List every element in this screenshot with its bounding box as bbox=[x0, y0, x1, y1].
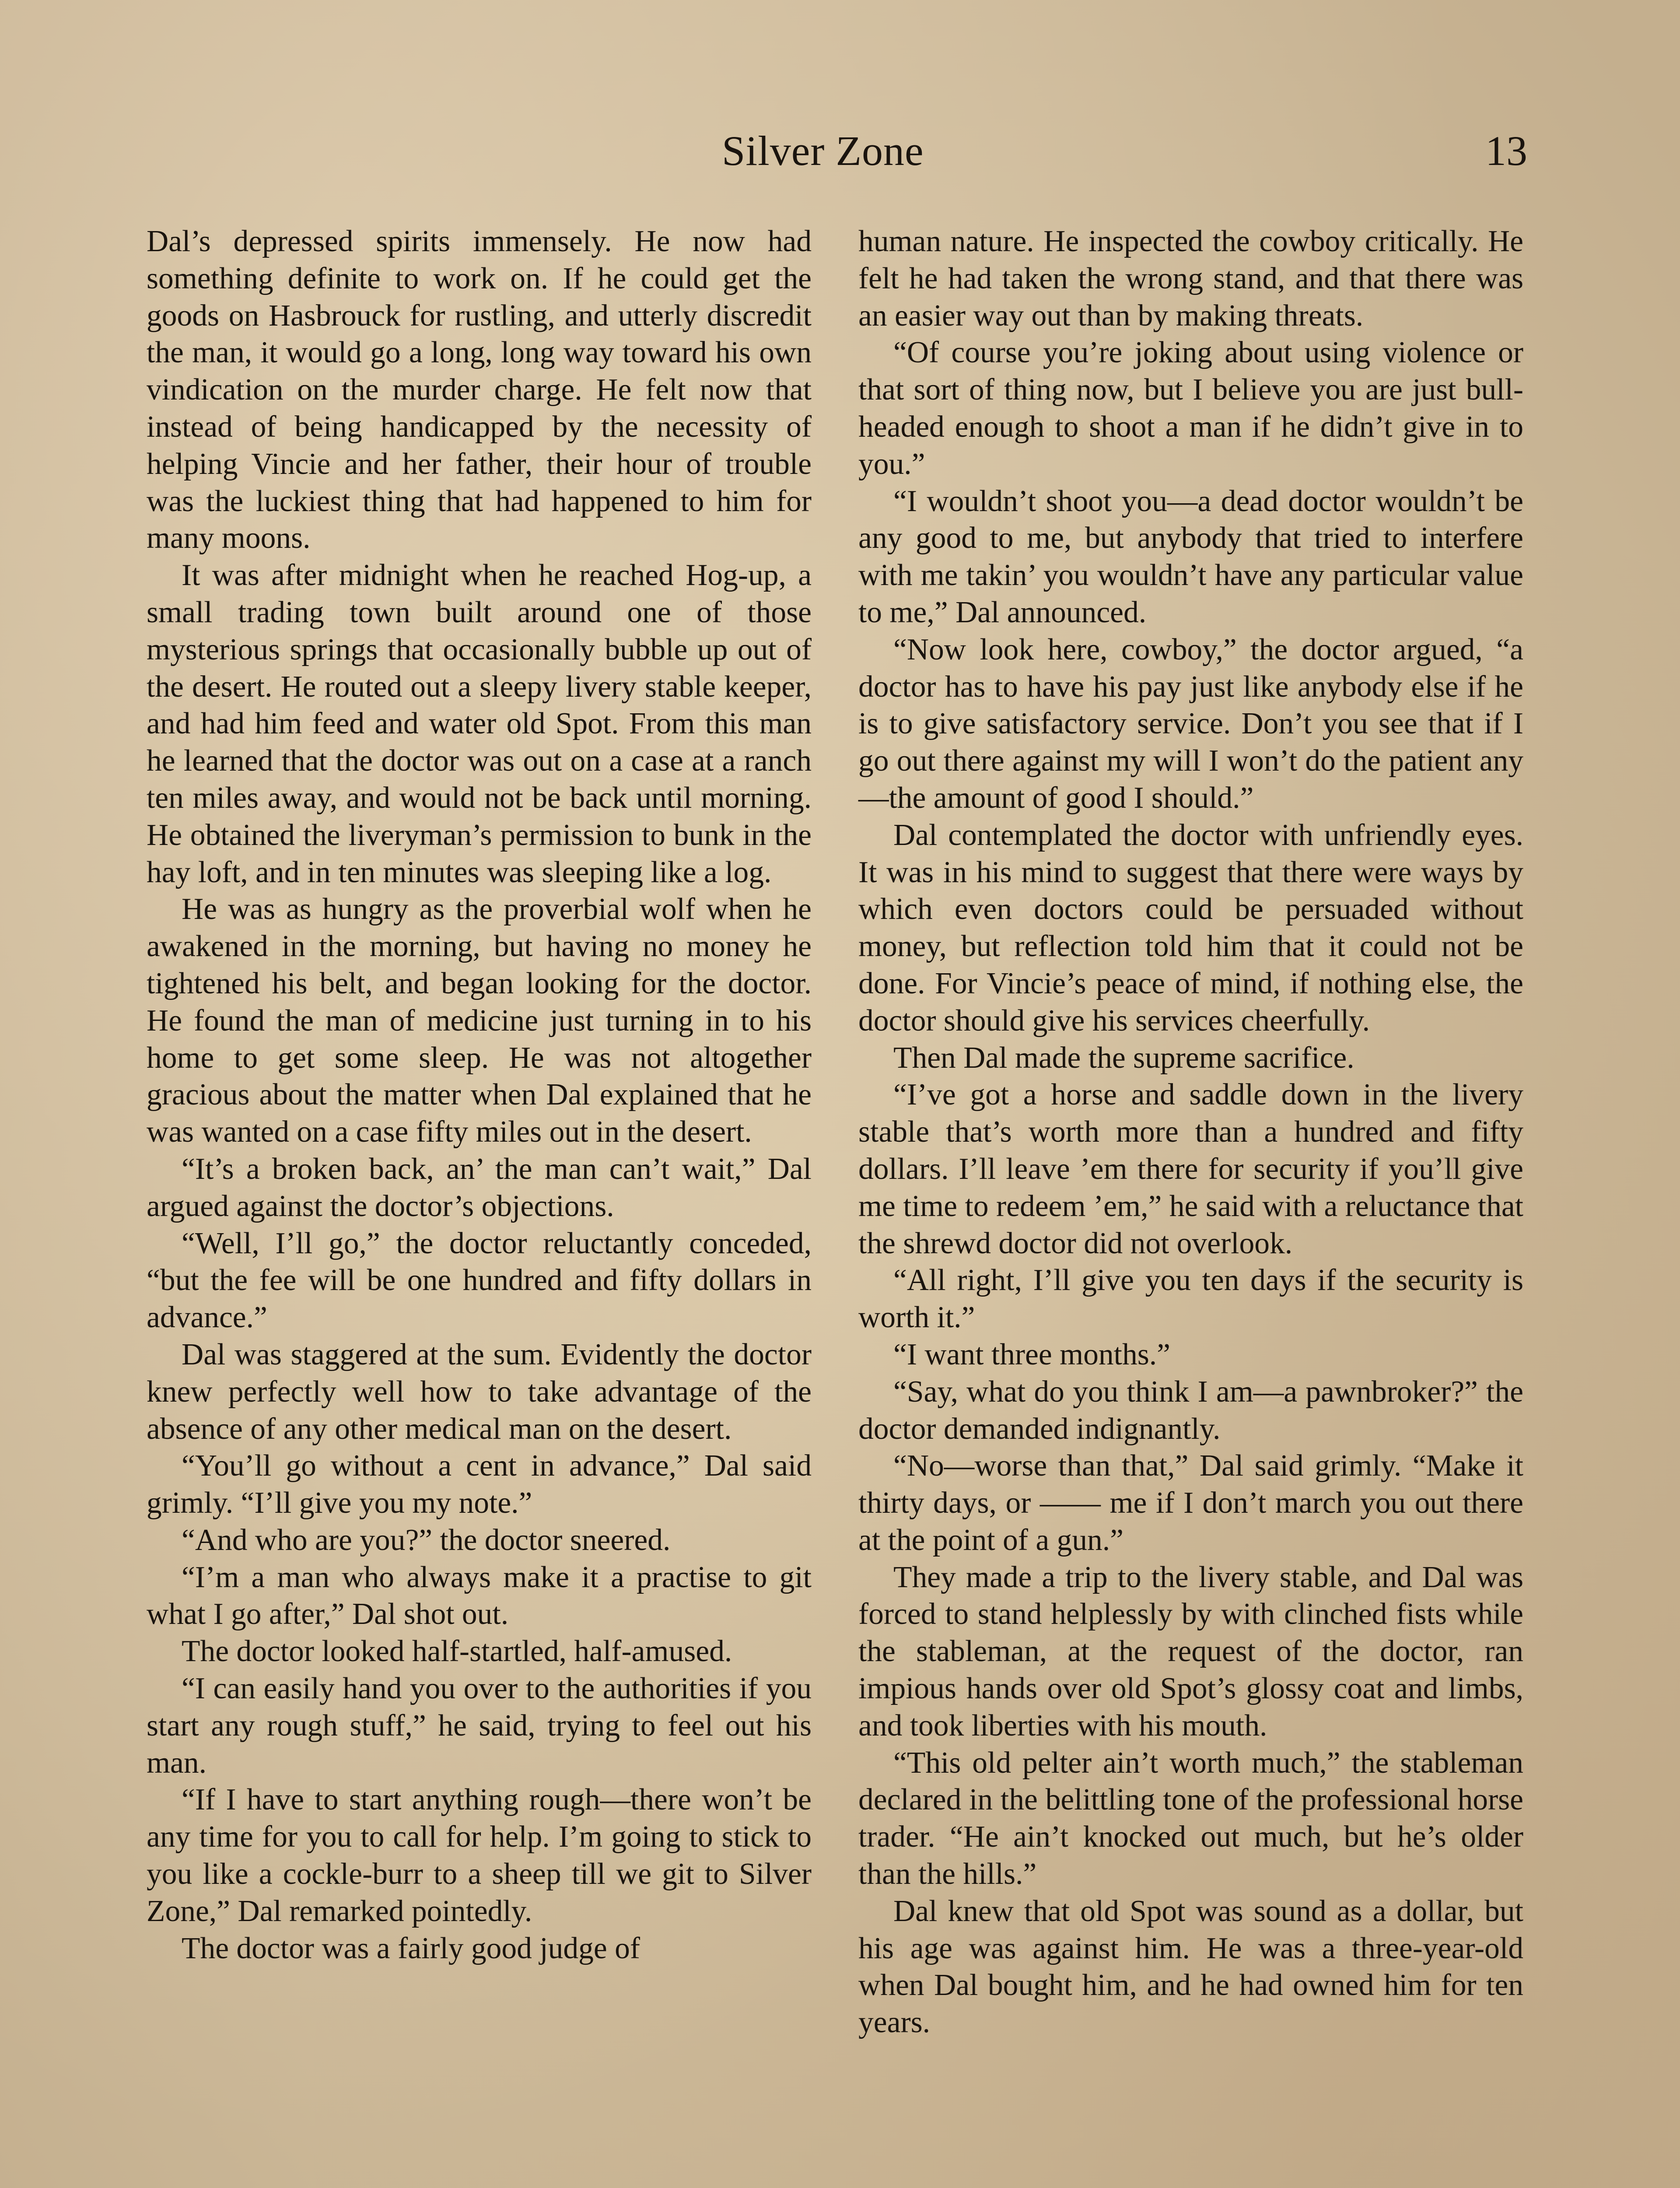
paragraph: Dal knew that old Spot was sound as a dollar, but his age was against him. He was a three-year-old when Dal bought him, and he had owned him for ten years. bbox=[858, 1894, 1523, 2040]
paragraph: They made a trip to the livery stable, and Dal was forced to stand helplessly by with clinched fists while the stableman, at the request of the doctor, ran impious hands over old Spot’s glossy coat and limbs, and took liberties with his mouth. bbox=[858, 1560, 1523, 1743]
page-number: 13 bbox=[1485, 127, 1527, 174]
paragraph: “And who are you?” the doctor sneered. bbox=[182, 1523, 671, 1557]
running-title: Silver Zone bbox=[722, 127, 924, 174]
paragraph: “No—worse than that,” Dal said grimly. “Make it thirty days, or —— me if I don’t march you out there at the point of a gun.” bbox=[858, 1449, 1523, 1557]
paragraph: “I can easily hand you over to the authorities if you start any rough stuff,” he said, trying to feel out his man. bbox=[147, 1672, 812, 1780]
paragraph: “If I have to start anything rough—there won’t be any time for you to call for help. I’m going to stick to you like a cockle-burr to a sheep till we git to Silver Zone,” Dal remarked pointedly. bbox=[147, 1783, 812, 1928]
paragraph: “It’s a broken back, an’ the man can’t wait,” Dal argued against the doctor’s objections. bbox=[147, 1152, 812, 1223]
right-column bbox=[858, 223, 1523, 2188]
page-header bbox=[0, 125, 1680, 186]
paragraph: Then Dal made the supreme sacrifice. bbox=[893, 1041, 1354, 1075]
paragraph: It was after midnight when he reached Hog-up, a small trading town built around one of those mysterious springs that occasionally bubble up out of the desert. He routed out a sleepy livery stable keeper, and had him feed and water old Spot. From this man he learned that the doctor was out on a case at a ranch ten miles away, and would not be back until morning. He obtained the liveryman’s permission to bunk in the hay loft, and in ten minutes was sleeping like a log. bbox=[147, 558, 812, 889]
paragraph: “I’ve got a horse and saddle down in the livery stable that’s worth more than a hundred and fifty dollars. I’ll leave ’em there for security if you’ll give me time to redeem ’em,” he said with a reluctance that the shrewd doctor did not overlook. bbox=[858, 1078, 1523, 1260]
paragraph: “I wouldn’t shoot you—a dead doctor wouldn’t be any good to me, but anybody that tried to interfere with me takin’ you wouldn’t have any particular value to me,” Dal announced. bbox=[858, 484, 1523, 629]
paragraph: Dal was staggered at the sum. Evidently the doctor knew perfectly well how to take advantage of the absence of any other medical man on the desert. bbox=[147, 1337, 812, 1446]
paragraph: The doctor looked half-startled, half-amused. bbox=[182, 1634, 732, 1669]
paragraph: “Say, what do you think I am—a pawnbroker?” the doctor demanded indignantly. bbox=[858, 1375, 1523, 1446]
paragraph: “Of course you’re joking about using violence or that sort of thing now, but I believe you are just bull-headed enough to shoot a man if he didn’t give in to you.” bbox=[858, 336, 1523, 481]
left-column bbox=[147, 223, 812, 2188]
paragraph: human nature. He inspected the cowboy critically. He felt he had taken the wrong stand, and that there was an easier way out than by making threats. bbox=[858, 224, 1523, 333]
paragraph: Dal’s depressed spirits immensely. He now had something definite to work on. If he could get the goods on Hasbrouck for rustling, and utterly discredit the man, it would go a long, long way toward his own vindication on the murder charge. He felt now that instead of being handicapped by the necessity of helping Vincie and her father, their hour of trouble was the luckiest thing that had happened to him for many moons. bbox=[147, 224, 812, 555]
paragraph: “I want three months.” bbox=[893, 1337, 1170, 1371]
paragraph: The doctor was a fairly good judge of bbox=[182, 1931, 640, 1965]
paragraph: “You’ll go without a cent in advance,” Dal said grimly. “I’ll give you my note.” bbox=[147, 1449, 812, 1520]
paragraph: “Well, I’ll go,” the doctor reluctantly conceded, “but the fee will be one hundred and fifty dollars in advance.” bbox=[147, 1226, 812, 1335]
paragraph: “I’m a man who always make it a practise to git what I go after,” Dal shot out. bbox=[147, 1560, 812, 1631]
paragraph: “All right, I’ll give you ten days if the security is worth it.” bbox=[858, 1263, 1523, 1335]
paragraph: He was as hungry as the proverbial wolf when he awakened in the morning, but having no money he tightened his belt, and began looking for the doctor. He found the man of medicine just turning in to his home to get some sleep. He was not altogether gracious about the matter when Dal explained that he was wanted on a case fifty miles out in the desert. bbox=[147, 892, 812, 1149]
paragraph: “This old pelter ain’t worth much,” the stableman declared in the belittling tone of the professional horse trader. “He ain’t knocked out much, but he’s older than the hills.” bbox=[858, 1746, 1523, 1891]
paragraph: Dal contemplated the doctor with unfriendly eyes. It was in his mind to suggest that there were ways by which even doctors could be persuaded without money, but reflection told him that it could not be done. For Vincie’s peace of mind, if nothing else, the doctor should give his services cheerfully. bbox=[858, 818, 1523, 1038]
paragraph: “Now look here, cowboy,” the doctor argued, “a doctor has to have his pay just like anybody else if he is to give satisfactory service. Don’t you see that if I go out there against my will I won’t do the patient any—the amount of good I should.” bbox=[858, 632, 1523, 815]
